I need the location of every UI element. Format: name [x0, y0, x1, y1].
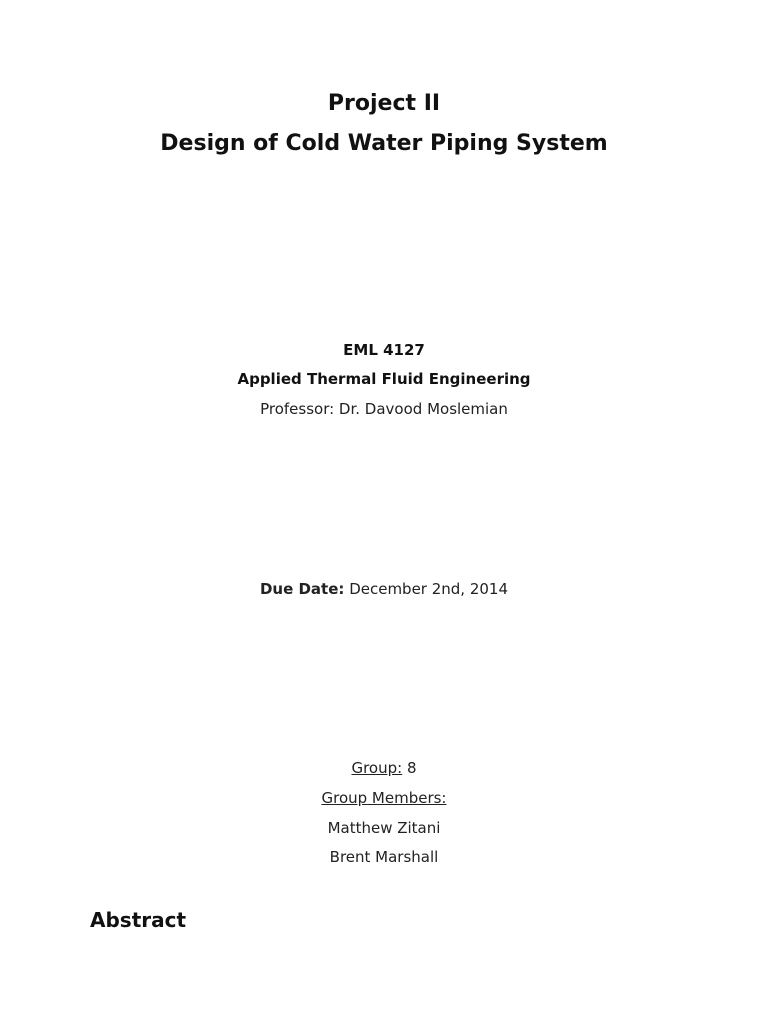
- group-line: [0, 759, 768, 777]
- group-members-label: [0, 789, 768, 807]
- course-name: Applied Thermal Fluid Engineering: [237, 370, 531, 388]
- group-label: Group:: [351, 759, 403, 777]
- due-date-value: December 2nd, 2014: [349, 580, 509, 598]
- title-line-1: Project II: [327, 91, 441, 116]
- group-value: 8: [406, 759, 417, 777]
- abstract-heading: Abstract: [90, 908, 187, 932]
- due-date-line: [0, 580, 768, 598]
- due-date-label: Due Date:: [259, 580, 345, 598]
- professor-line: Professor: Dr. Davood Moslemian: [260, 400, 508, 418]
- member-name: Matthew Zitani: [327, 819, 441, 837]
- course-code: EML 4127: [343, 341, 425, 359]
- group-members-label-text: Group Members:: [321, 789, 447, 807]
- title-line-2: Design of Cold Water Piping System: [160, 131, 608, 156]
- member-name: Brent Marshall: [329, 848, 439, 866]
